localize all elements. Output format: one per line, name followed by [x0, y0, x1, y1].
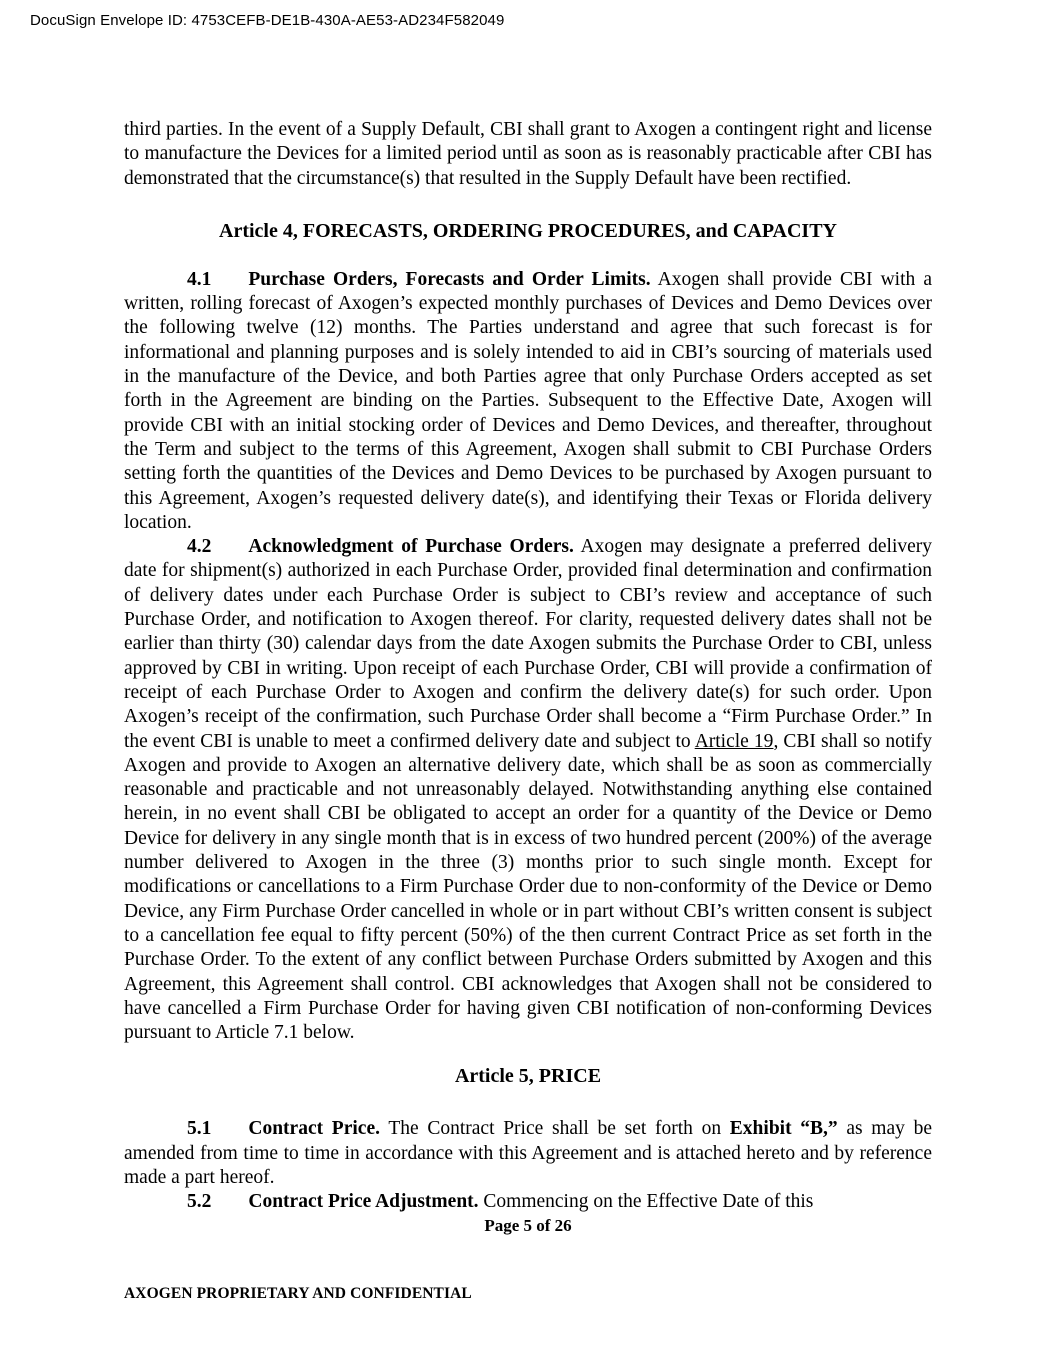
- section-4-1-number: 4.1: [187, 268, 212, 290]
- section-5-1-paragraph: [124, 1117, 932, 1190]
- section-4-1-paragraph: [124, 268, 932, 535]
- section-5-1-body-after-exhibit: as may be amended from time to time in accordance with this Agreement and is attached hereto and by reference made a part hereof.: [124, 1118, 932, 1188]
- section-5-2-body: Commencing on the Effective Date of this: [483, 1191, 814, 1213]
- section-5-1-number: 5.1: [187, 1118, 212, 1140]
- confidential-footer: AXOGEN PROPRIETARY AND CONFIDENTIAL: [124, 1285, 472, 1302]
- section-4-1-title: Purchase Orders, Forecasts and Order Limits.: [248, 268, 651, 290]
- section-4-2-body-after-ref: , CBI shall so notify Axogen and provide to Axogen an alternative delivery date, which shall be as soon as commercially reasonable and practicable and not unreasonably delayed. Notwithstanding anything else contained herein, in no event shall CBI be obligated to accept an order for a quantity of the Device or Demo Device for delivery in any single month that is in excess of two hundred percent (200%) of the average number delivered to Axogen in the three (3) months prior to such single month. Except for modifications or cancellations to a Firm Purchase Order due to non-conformity of the Device or Demo Device, any Firm Purchase Order cancelled in whole or in part without CBI’s written consent is subject to a cancellation fee equal to fifty percent (50%) of the then current Contract Price as set forth in the Purchase Order. To the extent of any conflict between Purchase Orders submitted by Axogen and this Agreement, this Agreement shall control. CBI acknowledges that Axogen shall not be considered to have cancelled a Firm Purchase Order for having given CBI notification of non-conforming Devices pursuant to Article 7.1 below.: [124, 730, 932, 1044]
- section-4-1-body: Axogen shall provide CBI with a written, rolling forecast of Axogen’s expected monthly purchases of Devices and Demo Devices over the following twelve (12) months. The Parties understand and agree that such forecast is for informational and planning purposes and is solely intended to aid in CBI’s sourcing of materials used in the manufacture of the Device, and both Parties agree that only Purchase Orders accepted as set forth in the Agreement are binding on the Parties. Subsequent to the Effective Date, Axogen will provide CBI with an initial stocking order of Devices and Demo Devices, and thereafter, throughout the Term and subject to the terms of this Agreement, Axogen shall submit to CBI Purchase Orders setting forth the quantities of the Devices and Demo Devices to be purchased by Axogen pursuant to this Agreement, Axogen’s requested delivery date(s), and identifying their Texas or Florida delivery location.: [124, 268, 932, 533]
- section-4-2-title: Acknowledgment of Purchase Orders.: [248, 536, 574, 558]
- section-5-2-title: Contract Price Adjustment.: [248, 1191, 479, 1213]
- section-4-2-paragraph: [124, 535, 932, 1045]
- article-5-heading: Article 5, PRICE: [454, 1065, 602, 1088]
- page-number: Page 5 of 26: [484, 1215, 572, 1235]
- section-5-2-paragraph: [124, 1190, 932, 1214]
- intro-paragraph: third parties. In the event of a Supply Default, CBI shall grant to Axogen a contingent right and license to manufacture the Devices for a limited period until as soon as is reasonably practicable after CBI has demonstrated that the circumstance(s) that resulted in the Supply Default have been rectified.: [124, 119, 932, 189]
- section-4-2-body-before-ref: Axogen may designate a preferred delivery date for shipment(s) authorized in each Purchase Order, provided final determination and confirmation of delivery dates under each Purchase Order is subject to CBI’s review and acceptance of such Purchase Order, and notification to Axogen thereof. For clarity, requested delivery dates shall not be earlier than thirty (30) calendar days from the date Axogen submits the Purchase Order to CBI, unless approved by CBI in writing. Upon receipt of each Purchase Order, CBI will provide a confirmation of receipt of each Purchase Order to Axogen and confirm the delivery date(s) for such order. Upon Axogen’s receipt of the confirmation, such Purchase Order shall become a “Firm Purchase Order.” In the event CBI is unable to meet a confirmed delivery date and subject to: [124, 536, 933, 752]
- exhibit-b-reference: Exhibit “B,”: [729, 1118, 838, 1140]
- section-4-2-number: 4.2: [187, 536, 212, 558]
- section-5-1-title: Contract Price.: [248, 1118, 380, 1140]
- article-4-heading: Article 4, FORECASTS, ORDERING PROCEDURES, and CAPACITY: [219, 219, 837, 242]
- article-19-reference: Article 19: [694, 730, 774, 752]
- section-5-2-number: 5.2: [187, 1191, 212, 1213]
- docusign-envelope-id: DocuSign Envelope ID: 4753CEFB-DE1B-430A-AE53-AD234F582049: [30, 12, 505, 29]
- page-content: [124, 118, 932, 1236]
- section-5-1-body-before-exhibit: The Contract Price shall be set forth on: [388, 1118, 722, 1140]
